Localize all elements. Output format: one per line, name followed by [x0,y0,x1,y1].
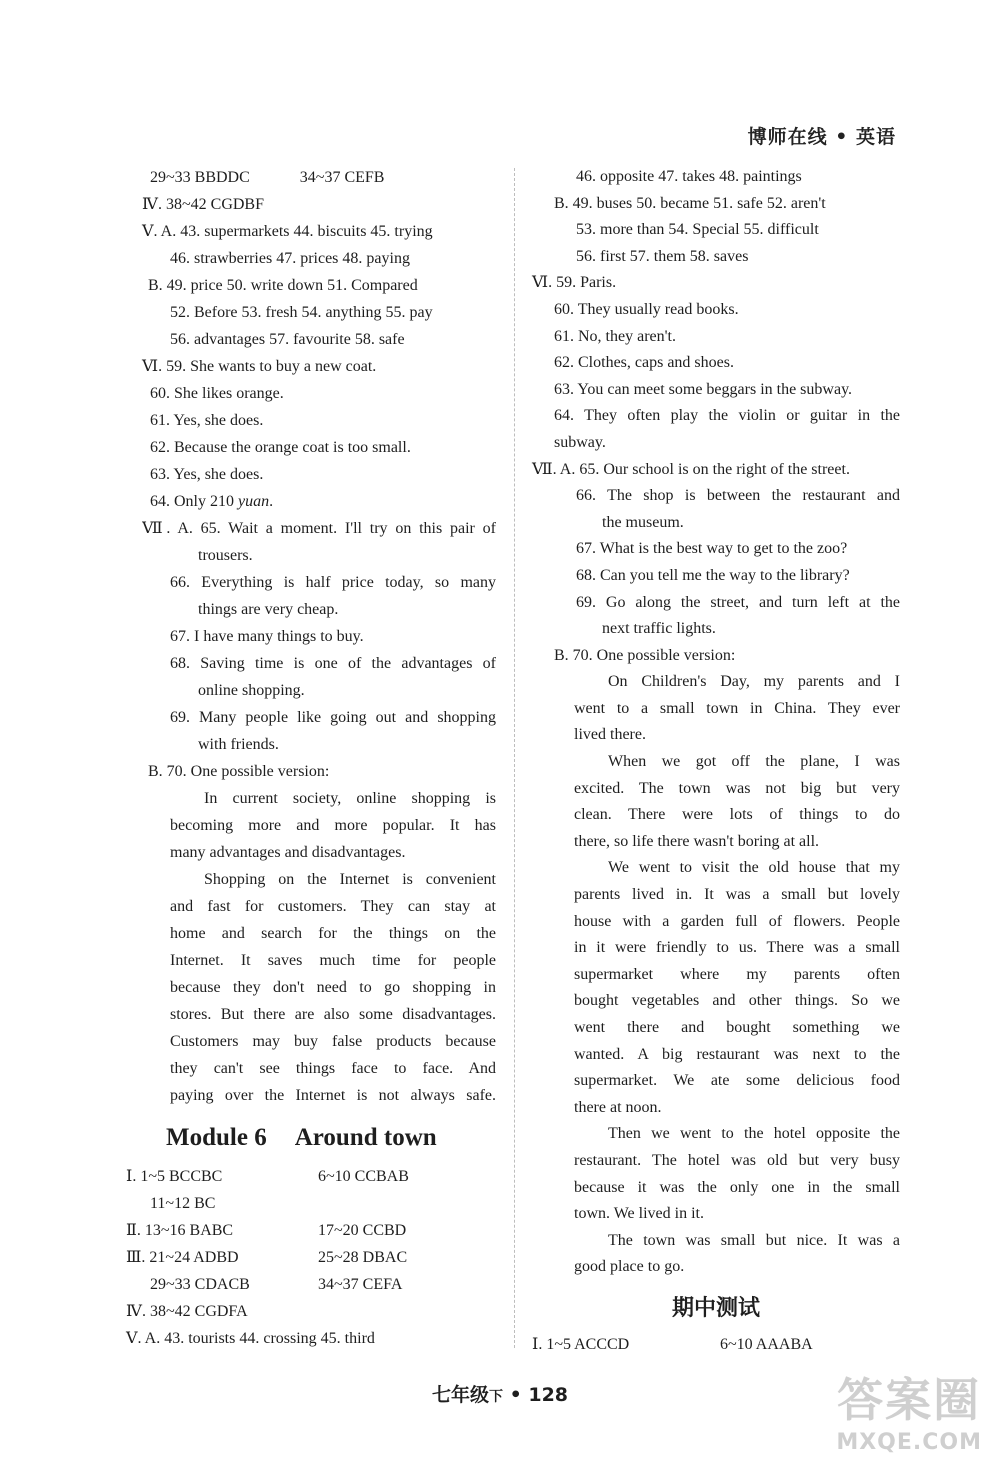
answer-line: 46. strawberries 47. prices 48. paying [170,250,410,267]
answer-line: next traffic lights. [602,620,716,638]
essay-line: went to a small town in China. They ever [574,699,900,717]
right-column [532,164,900,1358]
essay-line: went there and bought something we [574,1019,900,1036]
essay-line: wanted. A big restaurant was next to the [574,1045,900,1063]
essay-left [148,785,496,1109]
essay-line: On Children's Day, my parents and I [608,673,900,691]
essay-line: supermarket where my parents often [574,965,900,983]
answer-line: B. 49. buses 50. became 51. safe 52. aren't [554,194,826,212]
essay-line: Shopping on the Internet is convenient [204,871,496,888]
answer-line: 63. Yes, she does. [150,466,264,483]
answer-line: the museum. [602,513,684,531]
answer-line: B. 49. price 50. write down 51. Compared [148,277,418,294]
answer-line: Ⅱ. 13~16 BABC 17~20 CCBD [126,1222,407,1239]
essay-line: lived there. [574,726,646,744]
essay-line: they can't see things face to face. And [170,1060,496,1077]
essay-line: stores. But there are also some disadvantages. [170,1006,496,1023]
essay-line: there at noon. [574,1098,662,1116]
answer-line: Ⅵ. 59. Paris. [532,274,617,292]
answer-line: Ⅲ. 21~24 ADBD 25~28 DBAC [126,1249,408,1266]
essay-line: supermarket. We ate some delicious food [574,1072,900,1090]
answer-line: 53. more than 54. Special 55. difficult [576,221,819,239]
answer-line: 60. She likes orange. [150,385,284,402]
essay-line: In current society, online shopping is [204,790,496,807]
answer-line: 52. Before 53. fresh 54. anything 55. pay [170,304,433,321]
answer-line: trousers. [198,547,253,564]
answer-line: 69. Go along the street, and turn left at the [576,593,900,611]
answer-line: 66. Everything is half price today, so many [170,574,496,591]
answer-line: 67. What is the best way to get to the zoo? [576,540,848,558]
answer-line: 63. You can meet some beggars in the subway. [554,380,853,398]
answer-line: 64. Only 210 yuan. [150,493,274,510]
essay-line: in it were friendly to us. There was a small [574,939,900,957]
essay-line: We went to visit the old house that my [608,859,900,877]
answer-line: Ⅶ. A. 65. Wait a moment. I'll try on this pair of [142,520,496,537]
essay-line: and fast for customers. They can stay at [170,898,496,915]
answer-line: Ⅵ. 59. She wants to buy a new coat. [142,358,377,375]
answer-line: 29~33 BBDDC 34~37 CEFB [150,169,385,186]
answer-line: 29~33 CDACB 34~37 CEFA [150,1276,403,1293]
answer-line: Ⅰ. 1~5 BCCBC 6~10 CCBAB [126,1168,409,1185]
essay-line: bought vegetables and other things. So we [574,992,900,1010]
answer-line: 62. Clothes, caps and shoes. [554,354,734,372]
answer-line: 61. Yes, she does. [150,412,264,429]
watermark-brand: 答案圈 [837,1373,982,1427]
answer-line: 64. They often play the violin or guitar in the [554,407,900,425]
answer-line: 46. opposite 47. takes 48. paintings [576,168,802,185]
answer-line: 69. Many people like going out and shopping [170,709,496,726]
watermark-url: MXQE.COM [836,1430,982,1455]
essay-line: restaurant. The hotel was old but very busy [574,1151,900,1169]
answer-line: B. 70. One possible version: [554,646,736,664]
term-label: 下 [488,1389,503,1405]
answer-line: with friends. [198,736,279,753]
essay-line: town. We lived in it. [574,1205,704,1223]
answer-line: 67. I have many things to buy. [170,628,364,645]
answer-line: things are very cheap. [198,601,339,618]
essay-line: Then we went to the hotel opposite the [608,1125,900,1143]
answer-line: Ⅴ. A. 43. supermarkets 44. biscuits 45. trying [142,223,433,240]
essay-line: The town was small but nice. It was a [608,1231,900,1249]
essay-line: because it was the only one in the small [574,1178,900,1196]
answer-line: 60. They usually read books. [554,300,739,318]
left-column [126,164,496,1352]
answer-line: B. 70. One possible version: [148,763,330,780]
answer-line: Ⅰ. 1~5 ACCCD 6~10 AAABA [532,1335,813,1353]
answer-line: 61. No, they aren't. [554,327,676,345]
grade-label: 七年级 [431,1384,489,1406]
answer-line: 66. The shop is between the restaurant and [576,487,900,505]
essay-line: there, so life there wasn't boring at all. [574,832,820,850]
answer-line: 68. Saving time is one of the advantages of [170,655,496,672]
answer-line: Ⅳ. 38~42 CGDFA [126,1303,248,1320]
answer-line: 56. advantages 57. favourite 58. safe [170,331,405,348]
answer-line: 56. first 57. them 58. saves [576,247,749,265]
page-header: 博师在线 • 英语 [747,126,896,148]
essay-line: When we got off the plane, I was [608,753,900,771]
essay-line: Customers may buy false products because [170,1033,496,1050]
answer-line: subway. [554,433,606,451]
essay-line: many advantages and disadvantages. [170,844,406,861]
essay-line: becoming more and more popular. It has [170,817,496,834]
essay-line: good place to go. [574,1258,685,1276]
essay-line: house with a garden full of flowers. People [574,912,900,930]
essay-line: Internet. It saves much time for people [170,952,496,969]
answer-line: 62. Because the orange coat is too small. [150,439,411,456]
page-number: • 128 [509,1384,569,1406]
essay-line: home and search for the things on the [170,925,496,942]
essay-line: clean. There were lots of things to do [574,806,900,824]
essay-line: because they don't need to go shopping in [170,979,496,996]
answer-line: Ⅴ. A. 43. tourists 44. crossing 45. third [126,1330,375,1347]
watermark-logo [836,1364,982,1455]
answer-line: 68. Can you tell me the way to the library? [576,566,850,584]
answer-line: Ⅶ. A. 65. Our school is on the right of the street. [532,460,850,478]
answer-line: 11~12 BC [150,1195,216,1212]
module-heading: Module 6 Around town [166,1124,437,1151]
answer-line: online shopping. [198,682,305,699]
essay-line: parents lived in. It was a small but lovely [574,886,900,904]
midterm-heading: 期中测试 [671,1295,760,1321]
essay-right [532,669,900,1281]
column-divider [514,168,515,1348]
answer-line: Ⅳ. 38~42 CGDBF [142,196,264,213]
essay-line: paying over the Internet is not always safe. [170,1087,496,1104]
essay-line: excited. The town was not big but very [574,779,900,797]
